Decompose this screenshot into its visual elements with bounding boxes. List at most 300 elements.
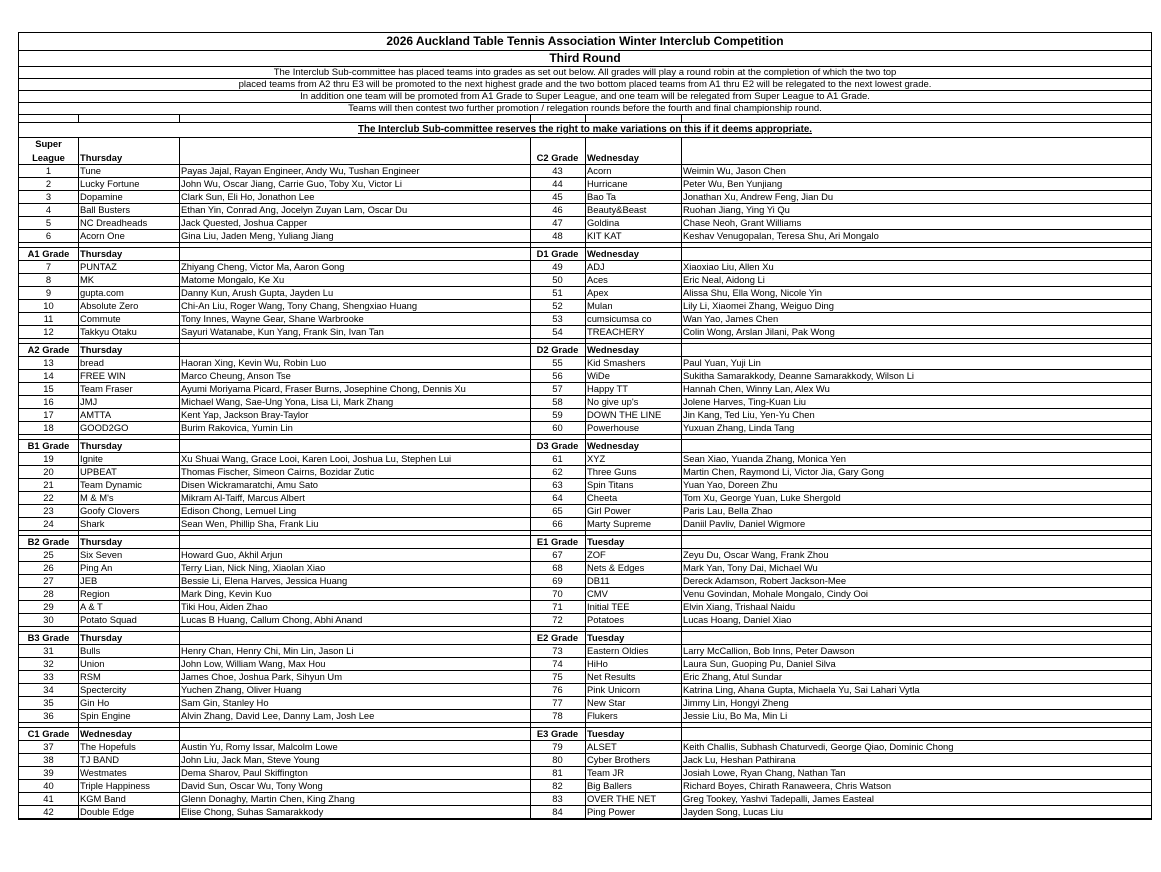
team-number: 73 <box>552 645 563 656</box>
team-players: Danny Kun, Arush Gupta, Jayden Lu <box>181 287 334 298</box>
team-players: Sukitha Samarakkody, Deanne Samarakkody, Wilson Li <box>683 370 915 381</box>
team-name: A & T <box>80 601 103 612</box>
grade-day: Thursday <box>80 248 123 259</box>
team-players: Mark Ding, Kevin Kuo <box>181 588 272 599</box>
team-players: Ethan Yin, Conrad Ang, Jocelyn Zuyan Lam, Oscar Du <box>181 204 408 215</box>
team-name: No give up's <box>587 396 639 407</box>
team-name: New Star <box>587 697 626 708</box>
team-players: Jack Lu, Heshan Pathirana <box>683 754 796 765</box>
team-players: Mark Yan, Tony Dai, Michael Wu <box>683 562 818 573</box>
team-number: 8 <box>45 274 52 285</box>
grade-day: Tuesday <box>587 632 625 643</box>
team-players: Richard Boyes, Chirath Ranaweera, Chris Watson <box>683 780 892 791</box>
team-name: TREACHERY <box>587 326 645 337</box>
team-number: 42 <box>43 806 54 817</box>
grade-label: E3 Grade <box>536 728 579 739</box>
empty-cell <box>681 632 1151 644</box>
team-number: 55 <box>552 357 563 368</box>
team-name: Tune <box>80 165 102 176</box>
team-number: 37 <box>43 741 54 752</box>
team-number: 51 <box>552 287 563 298</box>
team-number: 40 <box>43 780 54 791</box>
team-number: 80 <box>552 754 563 765</box>
team-number: 18 <box>43 422 54 433</box>
team-players: Jonathan Xu, Andrew Feng, Jian Du <box>683 191 834 202</box>
team-number: 45 <box>552 191 563 202</box>
team-name: Triple Happiness <box>80 780 150 791</box>
team-players: Zhiyang Cheng, Victor Ma, Aaron Gong <box>181 261 345 272</box>
team-players: Ayumi Moriyama Picard, Fraser Burns, Josephine Chong, Dennis Xu <box>181 383 466 394</box>
team-name: Ping An <box>80 562 113 573</box>
team-number: 14 <box>43 370 54 381</box>
team-number: 5 <box>45 217 52 228</box>
team-number: 58 <box>552 396 563 407</box>
team-number: 81 <box>552 767 563 778</box>
team-players: Wan Yao, James Chen <box>683 313 779 324</box>
team-players: Marco Cheung, Anson Tse <box>181 370 291 381</box>
team-players: Yuchen Zhang, Oliver Huang <box>181 684 302 695</box>
team-name: Acorn <box>587 165 612 176</box>
team-number: 44 <box>552 178 563 189</box>
team-players: Thomas Fischer, Simeon Cairns, Bozidar Zutic <box>181 466 375 477</box>
team-players: John Liu, Jack Man, Steve Young <box>181 754 320 765</box>
empty-cell <box>681 440 1151 452</box>
team-name: Beauty&Beast <box>587 204 647 215</box>
grade-label: D1 Grade <box>536 248 579 259</box>
team-number: 20 <box>43 466 54 477</box>
team-players: David Sun, Oscar Wu, Tony Wong <box>181 780 323 791</box>
team-name: Absolute Zero <box>80 300 139 311</box>
team-number: 31 <box>43 645 54 656</box>
page-title: 2026 Auckland Table Tennis Association Winter Interclub Competition <box>19 33 1151 51</box>
team-name: Lucky Fortune <box>80 178 140 189</box>
team-name: Flukers <box>587 710 618 721</box>
team-players: Gina Liu, Jaden Meng, Yuliang Jiang <box>181 230 334 241</box>
empty-cell <box>681 536 1151 548</box>
team-number: 82 <box>552 780 563 791</box>
team-number: 36 <box>43 710 54 721</box>
team-name: Happy TT <box>587 383 628 394</box>
team-players: Laura Sun, Guoping Pu, Daniel Silva <box>683 658 836 669</box>
team-name: Westmates <box>80 767 127 778</box>
team-players: Lucas B Huang, Callum Chong, Abhi Anand <box>181 614 363 625</box>
team-number: 26 <box>43 562 54 573</box>
team-name: DOWN THE LINE <box>587 409 662 420</box>
grade-label: A2 Grade <box>27 344 70 355</box>
team-number: 35 <box>43 697 54 708</box>
grade-label: League <box>32 152 65 163</box>
team-name: The Hopefuls <box>80 741 136 752</box>
grade-label: B2 Grade <box>27 536 70 547</box>
team-name: Bulls <box>80 645 101 656</box>
grade-label: B3 Grade <box>27 632 70 643</box>
team-players: Matome Mongalo, Ke Xu <box>181 274 285 285</box>
team-players: Keith Challis, Subhash Chaturvedi, George Qiao, Dominic Chong <box>683 741 954 752</box>
team-name: Region <box>80 588 110 599</box>
intro-line-2: placed teams from A2 thru E3 will be promoted to the next highest grade and the two bottom placed teams from A1 thru E2 will be relegated to the next lowest grade. <box>19 79 1151 91</box>
team-players: Ruohan Jiang, Ying Yi Qu <box>683 204 790 215</box>
column-divider <box>530 138 531 819</box>
team-name: Shark <box>80 518 105 529</box>
team-number: 76 <box>552 684 563 695</box>
grade-label: E1 Grade <box>536 536 579 547</box>
team-name: JMJ <box>80 396 98 407</box>
team-players: Howard Guo, Akhil Arjun <box>181 549 283 560</box>
team-name: Mulan <box>587 300 613 311</box>
team-players: Sean Wen, Phillip Sha, Frank Liu <box>181 518 319 529</box>
team-players: Dereck Adamson, Robert Jackson-Mee <box>683 575 847 586</box>
team-number: 38 <box>43 754 54 765</box>
team-players: Sayuri Watanabe, Kun Yang, Frank Sin, Ivan Tan <box>181 326 384 337</box>
team-number: 19 <box>43 453 54 464</box>
team-name: XYZ <box>587 453 606 464</box>
team-number: 22 <box>43 492 54 503</box>
team-players: Katrina Ling, Ahana Gupta, Michaela Yu, Sai Lahari Vytla <box>683 684 920 695</box>
empty-cell <box>681 728 1151 740</box>
team-number: 32 <box>43 658 54 669</box>
grade-label: E2 Grade <box>536 632 579 643</box>
grade-day: Wednesday <box>587 344 639 355</box>
team-name: CMV <box>587 588 608 599</box>
column-divider <box>681 138 682 819</box>
team-name: MK <box>80 274 95 285</box>
team-players: Lily Li, Xiaomei Zhang, Weiguo Ding <box>683 300 834 311</box>
grade-day: Wednesday <box>587 152 639 163</box>
team-name: Apex <box>587 287 609 298</box>
team-name: Union <box>80 658 105 669</box>
team-name: Potato Squad <box>80 614 137 625</box>
team-number: 59 <box>552 409 563 420</box>
team-players: James Choe, Joshua Park, Sihyun Um <box>181 671 343 682</box>
team-players: Xiaoxiao Liu, Allen Xu <box>683 261 774 272</box>
team-players: Larry McCallion, Bob Inns, Peter Dawson <box>683 645 855 656</box>
team-players: Paris Lau, Bella Zhao <box>683 505 773 516</box>
team-number: 78 <box>552 710 563 721</box>
team-number: 70 <box>552 588 563 599</box>
team-number: 25 <box>43 549 54 560</box>
team-number: 11 <box>43 313 54 324</box>
team-number: 46 <box>552 204 563 215</box>
team-players: Haoran Xing, Kevin Wu, Robin Luo <box>181 357 327 368</box>
grade-label: A1 Grade <box>27 248 70 259</box>
team-name: Team Fraser <box>80 383 133 394</box>
column-divider <box>585 138 586 819</box>
team-name: ZOF <box>587 549 606 560</box>
team-players: John Low, William Wang, Max Hou <box>181 658 326 669</box>
grade-label: D3 Grade <box>536 440 579 451</box>
team-players: Jack Quested, Joshua Capper <box>181 217 308 228</box>
team-number: 50 <box>552 274 563 285</box>
team-players: Yuan Yao, Doreen Zhu <box>683 479 778 490</box>
team-number: 57 <box>552 383 563 394</box>
team-name: OVER THE NET <box>587 793 657 804</box>
team-number: 72 <box>552 614 563 625</box>
team-name: TJ BAND <box>80 754 120 765</box>
team-number: 28 <box>43 588 54 599</box>
team-name: Ping Power <box>587 806 635 817</box>
team-number: 62 <box>552 466 563 477</box>
team-name: Team JR <box>587 767 624 778</box>
team-number: 67 <box>552 549 563 560</box>
team-name: Commute <box>80 313 121 324</box>
team-name: Cheeta <box>587 492 618 503</box>
team-name: Six Seven <box>80 549 123 560</box>
grade-label: D2 Grade <box>536 344 579 355</box>
team-number: 52 <box>552 300 563 311</box>
grade-day: Thursday <box>80 440 123 451</box>
team-name: Dopamine <box>80 191 123 202</box>
team-name: Goofy Clovers <box>80 505 140 516</box>
team-name: Three Guns <box>587 466 637 477</box>
team-number: 2 <box>45 178 52 189</box>
team-players: Payas Jajal, Rayan Engineer, Andy Wu, Tushan Engineer <box>181 165 420 176</box>
team-players: Keshav Venugopalan, Teresa Shu, Ari Mongalo <box>683 230 879 241</box>
team-number: 49 <box>552 261 563 272</box>
team-players: Burim Rakovica, Yumin Lin <box>181 422 293 433</box>
team-number: 23 <box>43 505 54 516</box>
team-name: HiHo <box>587 658 608 669</box>
grade-day: Thursday <box>80 152 123 163</box>
team-players: Chi-An Liu, Roger Wang, Tony Chang, Shengxiao Huang <box>181 300 418 311</box>
grade-day: Wednesday <box>587 440 639 451</box>
team-name: Kid Smashers <box>587 357 646 368</box>
team-players: Eric Zhang, Atul Sundar <box>683 671 783 682</box>
team-number: 69 <box>552 575 563 586</box>
team-players: Martin Chen, Raymond Li, Victor Jia, Gary Gong <box>683 466 884 477</box>
team-number: 71 <box>552 601 563 612</box>
team-name: Marty Supreme <box>587 518 652 529</box>
empty-cell <box>179 248 530 260</box>
team-players: Xu Shuai Wang, Grace Looi, Karen Looi, Joshua Lu, Stephen Lui <box>181 453 452 464</box>
team-number: 84 <box>552 806 563 817</box>
column-divider <box>78 138 79 819</box>
team-name: WiDe <box>587 370 610 381</box>
team-number: 9 <box>45 287 52 298</box>
team-name: FREE WIN <box>80 370 126 381</box>
team-number: 77 <box>552 697 563 708</box>
team-name: Acorn One <box>80 230 125 241</box>
team-players: Josiah Lowe, Ryan Chang, Nathan Tan <box>683 767 846 778</box>
grade-label-top: Super <box>35 138 62 149</box>
team-number: 75 <box>552 671 563 682</box>
team-number: 3 <box>45 191 52 202</box>
empty-cell <box>179 152 530 164</box>
empty-cell <box>681 152 1151 164</box>
grade-day: Wednesday <box>587 248 639 259</box>
team-players: Bessie Li, Elena Harves, Jessica Huang <box>181 575 348 586</box>
notice-text: The Interclub Sub-committee reserves the right to make variations on this if it deems appropriate. <box>19 123 1151 138</box>
team-name: Takkyu Otaku <box>80 326 137 337</box>
team-name: Aces <box>587 274 608 285</box>
team-players: Austin Yu, Romy Issar, Malcolm Lowe <box>181 741 338 752</box>
grade-day: Thursday <box>80 632 123 643</box>
team-players: Sean Xiao, Yuanda Zhang, Monica Yen <box>683 453 846 464</box>
team-number: 54 <box>552 326 563 337</box>
team-name: gupta.com <box>80 287 124 298</box>
team-name: Spin Engine <box>80 710 131 721</box>
team-players: Hannah Chen, Winny Lan, Alex Wu <box>683 383 830 394</box>
team-number: 34 <box>43 684 54 695</box>
round-subtitle: Third Round <box>19 51 1151 67</box>
team-name: ADJ <box>587 261 605 272</box>
team-players: Paul Yuan, Yuji Lin <box>683 357 761 368</box>
team-name: Potatoes <box>587 614 625 625</box>
team-number: 6 <box>45 230 52 241</box>
team-name: AMTTA <box>80 409 112 420</box>
team-name: JEB <box>80 575 98 586</box>
team-number: 63 <box>552 479 563 490</box>
grade-day: Tuesday <box>587 536 625 547</box>
grade-label: C1 Grade <box>27 728 70 739</box>
team-name: Pink Unicorn <box>587 684 641 695</box>
team-number: 56 <box>552 370 563 381</box>
team-name: Spectercity <box>80 684 127 695</box>
empty-cell <box>179 536 530 548</box>
grade-label: C2 Grade <box>536 152 579 163</box>
team-players: Elise Chong, Suhas Samarakkody <box>181 806 324 817</box>
team-number: 13 <box>43 357 54 368</box>
column-divider <box>179 138 180 819</box>
team-players: Chase Neoh, Grant Williams <box>683 217 802 228</box>
team-players: Michael Wang, Sae-Ung Yona, Lisa Li, Mark Zhang <box>181 396 394 407</box>
team-players: Kent Yap, Jackson Bray-Taylor <box>181 409 309 420</box>
team-number: 61 <box>552 453 563 464</box>
team-name: cumsicumsa co <box>587 313 652 324</box>
team-players: Sam Gin, Stanley Ho <box>181 697 269 708</box>
grade-label: B1 Grade <box>27 440 70 451</box>
team-name: Goldina <box>587 217 620 228</box>
team-players: Henry Chan, Henry Chi, Min Lin, Jason Li <box>181 645 354 656</box>
team-name: bread <box>80 357 104 368</box>
team-name: GOOD2GO <box>80 422 129 433</box>
team-number: 53 <box>552 313 563 324</box>
team-number: 79 <box>552 741 563 752</box>
team-players: Greg Tookey, Yashvi Tadepalli, James Easteal <box>683 793 874 804</box>
grade-day: Wednesday <box>80 728 132 739</box>
grades-table <box>19 138 1151 819</box>
team-players: Glenn Donaghy, Martin Chen, King Zhang <box>181 793 355 804</box>
team-name: Hurricane <box>587 178 628 189</box>
team-players: Edison Chong, Lemuel Ling <box>181 505 297 516</box>
team-name: Net Results <box>587 671 636 682</box>
intro-line-1: The Interclub Sub-committee has placed teams into grades as set out below. All grades will play a round robin at the completion of which the two top <box>19 67 1151 79</box>
team-players: Dema Sharov, Paul Skiffington <box>181 767 308 778</box>
team-name: Initial TEE <box>587 601 630 612</box>
team-name: ALSET <box>587 741 617 752</box>
team-number: 12 <box>43 326 54 337</box>
grade-day: Thursday <box>80 344 123 355</box>
team-players: Weimin Wu, Jason Chen <box>683 165 786 176</box>
team-name: Cyber Brothers <box>587 754 651 765</box>
empty-cell <box>681 248 1151 260</box>
team-number: 4 <box>45 204 52 215</box>
team-players: Venu Govindan, Mohale Mongalo, Cindy Ooi <box>683 588 869 599</box>
team-players: Alissa Shu, Ella Wong, Nicole Yin <box>683 287 822 298</box>
team-number: 39 <box>43 767 54 778</box>
team-name: KGM Band <box>80 793 126 804</box>
team-number: 10 <box>43 300 54 311</box>
team-name: Nets & Edges <box>587 562 645 573</box>
team-number: 21 <box>43 479 54 490</box>
team-players: Tiki Hou, Aiden Zhao <box>181 601 268 612</box>
team-number: 24 <box>43 518 54 529</box>
intro-line-4: Teams will then contest two further promotion / relegation rounds before the fourth and final championship round. <box>19 103 1151 115</box>
team-name: RSM <box>80 671 101 682</box>
team-players: John Wu, Oscar Jiang, Carrie Guo, Toby Xu, Victor Li <box>181 178 402 189</box>
team-players: Zeyu Du, Oscar Wang, Frank Zhou <box>683 549 829 560</box>
team-name: KIT KAT <box>587 230 622 241</box>
team-name: M & M's <box>80 492 114 503</box>
team-name: Eastern Oldies <box>587 645 649 656</box>
team-number: 1 <box>45 165 52 176</box>
team-number: 68 <box>552 562 563 573</box>
team-name: Girl Power <box>587 505 631 516</box>
team-number: 64 <box>552 492 563 503</box>
team-number: 66 <box>552 518 563 529</box>
team-players: Lucas Hoang, Daniel Xiao <box>683 614 792 625</box>
team-players: Jolene Harves, Ting-Kuan Liu <box>683 396 806 407</box>
team-number: 29 <box>43 601 54 612</box>
team-number: 48 <box>552 230 563 241</box>
team-number: 16 <box>43 396 54 407</box>
team-name: PUNTAZ <box>80 261 117 272</box>
team-name: Ignite <box>80 453 103 464</box>
team-number: 43 <box>552 165 563 176</box>
team-number: 27 <box>43 575 54 586</box>
team-players: Daniil Pavliv, Daniel Wigmore <box>683 518 806 529</box>
team-players: Yuxuan Zhang, Linda Tang <box>683 422 795 433</box>
team-players: Colin Wong, Arslan Jilani, Pak Wong <box>683 326 835 337</box>
team-players: Clark Sun, Eli Ho, Jonathon Lee <box>181 191 315 202</box>
empty-cell-row <box>19 115 1151 123</box>
empty-cell <box>681 344 1151 356</box>
empty-cell <box>179 344 530 356</box>
team-number: 47 <box>552 217 563 228</box>
intro-line-3: In addition one team will be promoted from A1 Grade to Super League, and one team will be relegated from Super League to A1 Grade. <box>19 91 1151 103</box>
grade-day: Tuesday <box>587 728 625 739</box>
team-players: Disen Wickramaratchi, Amu Sato <box>181 479 319 490</box>
team-players: Jin Kang, Ted Liu, Yen-Yu Chen <box>683 409 815 420</box>
team-number: 15 <box>43 383 54 394</box>
team-name: Team Dynamic <box>80 479 142 490</box>
team-players: Jimmy Lin, Hongyi Zheng <box>683 697 789 708</box>
team-number: 60 <box>552 422 563 433</box>
team-name: NC Dreadheads <box>80 217 148 228</box>
grade-day: Thursday <box>80 536 123 547</box>
team-name: UPBEAT <box>80 466 117 477</box>
team-players: Alvin Zhang, David Lee, Danny Lam, Josh Lee <box>181 710 375 721</box>
empty-cell <box>179 440 530 452</box>
team-players: Jessie Liu, Bo Ma, Min Li <box>683 710 788 721</box>
team-number: 7 <box>45 261 52 272</box>
team-number: 17 <box>43 409 54 420</box>
team-name: Bao Ta <box>587 191 617 202</box>
team-name: Ball Busters <box>80 204 131 215</box>
team-name: Double Edge <box>80 806 135 817</box>
spreadsheet-sheet <box>18 32 1152 820</box>
team-number: 65 <box>552 505 563 516</box>
team-players: Eric Neal, Aidong Li <box>683 274 765 285</box>
team-players: Mikram Al-Taiff, Marcus Albert <box>181 492 305 503</box>
team-players: Tom Xu, George Yuan, Luke Shergold <box>683 492 841 503</box>
team-players: Terry Lian, Nick Ning, Xiaolan Xiao <box>181 562 326 573</box>
team-number: 83 <box>552 793 563 804</box>
team-name: Spin Titans <box>587 479 634 490</box>
team-number: 30 <box>43 614 54 625</box>
empty-cell <box>179 728 530 740</box>
team-name: Gin Ho <box>80 697 110 708</box>
team-number: 74 <box>552 658 563 669</box>
